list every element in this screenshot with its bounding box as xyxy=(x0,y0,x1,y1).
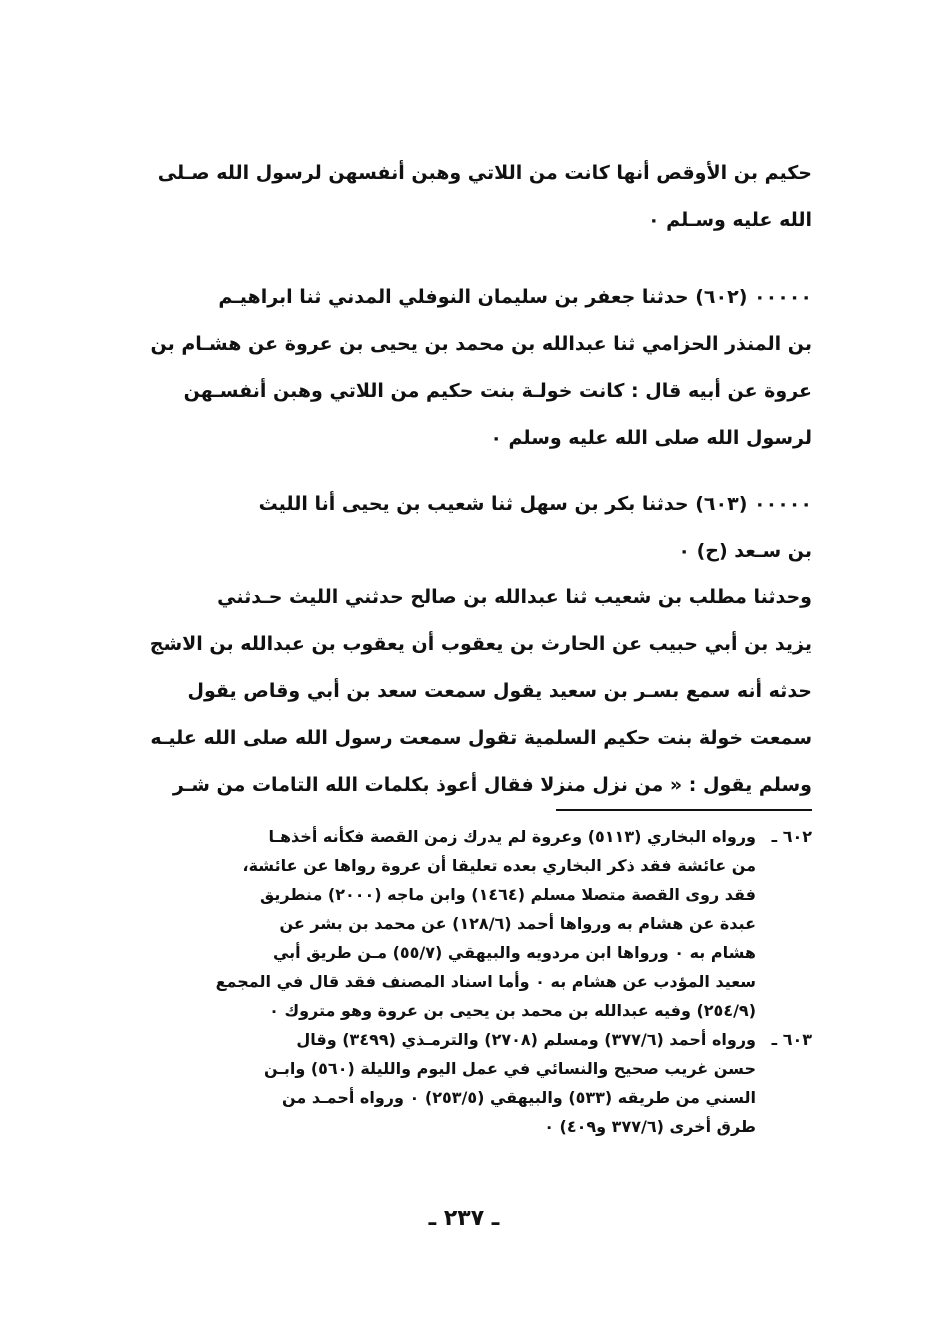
text-line: يزيد بن أبي حبيب عن الحارث بن يعقوب أن يعقوب بن عبدالله بن الاشج xyxy=(149,633,812,655)
text-line: سمعت خولة بنت حكيم السلمية تقول سمعت رسول الله صلى الله عليـه xyxy=(150,727,812,749)
footnote-line: من عائشة فقد ذكر البخاري بعده تعليقا أن عروة رواها عن عائشة، xyxy=(242,856,756,875)
footnote-text xyxy=(118,1025,756,1141)
text-line: لرسول الله صلى الله عليه وسلم ٠ xyxy=(490,427,812,449)
paragraph-continuation xyxy=(118,150,812,244)
footnote-number: ٦٠٢ ـ xyxy=(771,827,812,846)
paragraph-hadith-603 xyxy=(118,481,812,575)
footnotes xyxy=(118,822,812,1141)
footnote-line: السني من طريقه (٥٣٣) والبيهقي (٢٥٣/٥) ٠ ورواه أحمـد من xyxy=(282,1088,756,1107)
footnote-separator xyxy=(556,809,812,811)
footnote-line: فقد روى القصة متصلا مسلم (١٤٦٤) وابن ماجه (٢٠٠٠) منطريق xyxy=(259,885,756,904)
text-line: بن سـعد (ح) ٠ xyxy=(678,540,812,562)
text-line: ٠٠٠٠٠ (٦٠٢) حدثنا جعفر بن سليمان النوفلي المدني ثنا ابراهيـم xyxy=(218,286,812,308)
footnote-line: (٢٥٤/٩) وفيه عبدالله بن محمد بن يحيى بن عروة وهو متروك ٠ xyxy=(269,1001,756,1020)
footnote-line: سعيد المؤدب عن هشام به ٠ وأما اسناد المصنف فقد قال في المجمع xyxy=(215,972,756,991)
page-number: ـ ٢٣٧ ـ xyxy=(428,1206,500,1231)
footnote-line: ورواه البخاري (٥١١٣) وعروة لم يدرك زمن القصة فكأنه أخذهـا xyxy=(268,827,756,846)
text-line: وسلم يقول : « من نزل منزلا فقال أعوذ بكلمات الله التامات من شـر xyxy=(172,774,812,796)
text-line: الله عليه وسـلم ٠ xyxy=(647,209,812,231)
footnote-603 xyxy=(118,1025,812,1141)
text-line: حكيم بن الأوقص أنها كانت من اللاتي وهبن أنفسهن لرسول الله صـلى xyxy=(157,162,812,184)
footnote-line: حسن غريب صحيح والنسائي في عمل اليوم والليلة (٥٦٠) وابـن xyxy=(263,1059,756,1078)
footnote-line: طرق أخرى (٣٧٧/٦ و٤٠٩) ٠ xyxy=(544,1117,756,1136)
paragraph-hadith-602 xyxy=(118,274,812,462)
paragraph-hadith-603-chain xyxy=(118,574,812,809)
footnote-line: هشام به ٠ ورواها ابن مردويه والبيهقي (٥٥/٧) مـن طريق أبي xyxy=(272,943,756,962)
text-line: بن المنذر الحزامي ثنا عبدالله بن محمد بن يحيى بن عروة عن هشـام بن xyxy=(150,333,812,355)
footnote-line: ورواه أحمد (٣٧٧/٦) ومسلم (٢٧٠٨) والترمـذي (٣٤٩٩) وقال xyxy=(296,1030,756,1049)
footnote-text xyxy=(118,822,756,1025)
footnote-line: عبدة عن هشام به ورواها أحمد (١٢٨/٦) عن محمد بن بشر عن xyxy=(279,914,756,933)
text-line: ٠٠٠٠٠ (٦٠٣) حدثنا بكر بن سهل ثنا شعيب بن يحيى أنا الليث xyxy=(258,493,812,515)
text-line: حدثه أنه سمع بسـر بن سعيد يقول سمعت سعد بن أبي وقاص يقول xyxy=(187,680,812,702)
text-line: وحدثنا مطلب بن شعيب ثنا عبدالله بن صالح حدثني الليث حـدثني xyxy=(217,586,812,608)
footnote-602 xyxy=(118,822,812,1025)
footnote-number: ٦٠٣ ـ xyxy=(771,1030,812,1049)
text-line: عروة عن أبيه قال : كانت خولـة بنت حكيم من اللاتي وهبن أنفسـهن xyxy=(183,380,812,402)
